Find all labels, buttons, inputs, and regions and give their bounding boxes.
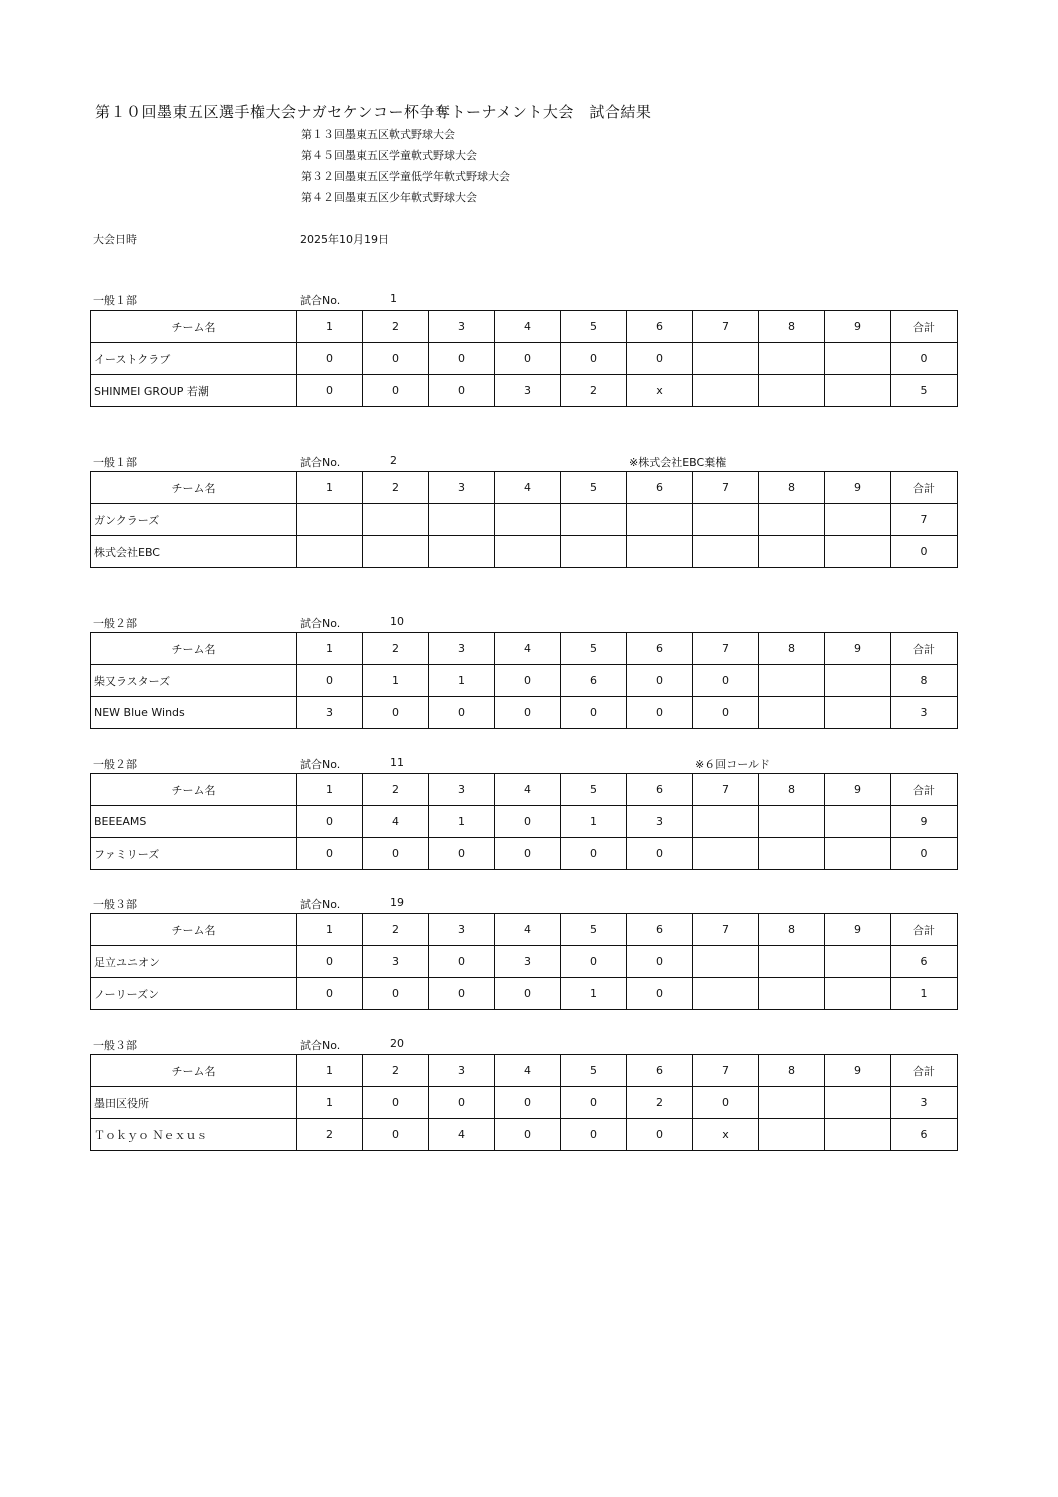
team-name: 柴又ラスターズ bbox=[91, 665, 297, 697]
header-inning-2: 2 bbox=[363, 472, 429, 504]
inning-score-3: 0 bbox=[429, 375, 495, 407]
header-row bbox=[91, 774, 958, 806]
total-score: 5 bbox=[891, 375, 958, 407]
header-inning-7: 7 bbox=[693, 914, 759, 946]
header-inning-1: 1 bbox=[297, 774, 363, 806]
game-no-label: 試合No. bbox=[300, 1039, 341, 1052]
inning-score-5: 1 bbox=[561, 806, 627, 838]
inning-score-8 bbox=[759, 1119, 825, 1151]
total-score: 9 bbox=[891, 806, 958, 838]
inning-score-9 bbox=[825, 946, 891, 978]
header-inning-9: 9 bbox=[825, 311, 891, 343]
inning-score-5: 0 bbox=[561, 1087, 627, 1119]
game-no-value: 19 bbox=[390, 896, 404, 909]
header-total: 合計 bbox=[891, 1055, 958, 1087]
score-table bbox=[90, 773, 958, 870]
inning-score-9 bbox=[825, 1119, 891, 1151]
inning-score-8 bbox=[759, 375, 825, 407]
total-score: 3 bbox=[891, 697, 958, 729]
inning-score-9 bbox=[825, 665, 891, 697]
inning-score-4: 0 bbox=[495, 806, 561, 838]
header-inning-6: 6 bbox=[627, 1055, 693, 1087]
total-score: 0 bbox=[891, 343, 958, 375]
game-no-label: 試合No. bbox=[300, 758, 341, 771]
total-score: 8 bbox=[891, 665, 958, 697]
inning-score-6: 0 bbox=[627, 946, 693, 978]
inning-score-1: 0 bbox=[297, 806, 363, 838]
inning-score-4: 0 bbox=[495, 838, 561, 870]
inning-score-7 bbox=[693, 536, 759, 568]
total-score: 6 bbox=[891, 946, 958, 978]
inning-score-6: 0 bbox=[627, 1119, 693, 1151]
inning-score-9 bbox=[825, 375, 891, 407]
division-label: 一般３部 bbox=[93, 898, 137, 911]
inning-score-6: 0 bbox=[627, 343, 693, 375]
inning-score-3: 0 bbox=[429, 978, 495, 1010]
inning-score-3: 0 bbox=[429, 946, 495, 978]
header-row bbox=[91, 1055, 958, 1087]
header-inning-3: 3 bbox=[429, 1055, 495, 1087]
inning-score-2: 0 bbox=[363, 375, 429, 407]
inning-score-3 bbox=[429, 504, 495, 536]
header-inning-8: 8 bbox=[759, 914, 825, 946]
division-label: 一般２部 bbox=[93, 617, 137, 630]
date-label: 大会日時 bbox=[93, 233, 137, 246]
score-table bbox=[90, 1054, 958, 1151]
header-total: 合計 bbox=[891, 914, 958, 946]
division-label: 一般３部 bbox=[93, 1039, 137, 1052]
header-inning-6: 6 bbox=[627, 774, 693, 806]
team-name: 株式会社EBC bbox=[91, 536, 297, 568]
inning-score-3: 1 bbox=[429, 665, 495, 697]
total-score: 6 bbox=[891, 1119, 958, 1151]
subtitle-2: 第４５回墨東五区学童軟式野球大会 bbox=[301, 149, 477, 162]
inning-score-9 bbox=[825, 978, 891, 1010]
header-inning-4: 4 bbox=[495, 472, 561, 504]
inning-score-7 bbox=[693, 978, 759, 1010]
header-inning-3: 3 bbox=[429, 472, 495, 504]
inning-score-3: 4 bbox=[429, 1119, 495, 1151]
score-table bbox=[90, 471, 958, 568]
inning-score-5: 6 bbox=[561, 665, 627, 697]
header-team: チーム名 bbox=[91, 311, 297, 343]
game-no-label: 試合No. bbox=[300, 456, 341, 469]
table-row bbox=[91, 375, 958, 407]
inning-score-7 bbox=[693, 504, 759, 536]
header-inning-6: 6 bbox=[627, 914, 693, 946]
inning-score-8 bbox=[759, 665, 825, 697]
header-inning-1: 1 bbox=[297, 914, 363, 946]
inning-score-9 bbox=[825, 1087, 891, 1119]
header-inning-8: 8 bbox=[759, 1055, 825, 1087]
game-no-value: 20 bbox=[390, 1037, 404, 1050]
team-name: ファミリーズ bbox=[91, 838, 297, 870]
division-label: 一般１部 bbox=[93, 456, 137, 469]
inning-score-7: 0 bbox=[693, 665, 759, 697]
header-inning-4: 4 bbox=[495, 311, 561, 343]
table-row bbox=[91, 504, 958, 536]
header-inning-8: 8 bbox=[759, 472, 825, 504]
header-row bbox=[91, 633, 958, 665]
inning-score-1: 0 bbox=[297, 978, 363, 1010]
table-row bbox=[91, 806, 958, 838]
header-inning-1: 1 bbox=[297, 1055, 363, 1087]
inning-score-7 bbox=[693, 838, 759, 870]
inning-score-1: 0 bbox=[297, 946, 363, 978]
inning-score-5: 0 bbox=[561, 838, 627, 870]
header-total: 合計 bbox=[891, 311, 958, 343]
inning-score-1: 0 bbox=[297, 343, 363, 375]
header-inning-2: 2 bbox=[363, 633, 429, 665]
inning-score-7 bbox=[693, 375, 759, 407]
game-no-value: 11 bbox=[390, 756, 404, 769]
table-row bbox=[91, 536, 958, 568]
header-team: チーム名 bbox=[91, 633, 297, 665]
team-name: イーストクラブ bbox=[91, 343, 297, 375]
inning-score-1: 0 bbox=[297, 375, 363, 407]
header-team: チーム名 bbox=[91, 914, 297, 946]
header-inning-3: 3 bbox=[429, 914, 495, 946]
inning-score-9 bbox=[825, 536, 891, 568]
header-inning-5: 5 bbox=[561, 1055, 627, 1087]
inning-score-3: 0 bbox=[429, 697, 495, 729]
header-inning-7: 7 bbox=[693, 311, 759, 343]
header-inning-8: 8 bbox=[759, 311, 825, 343]
inning-score-4: 0 bbox=[495, 978, 561, 1010]
inning-score-4 bbox=[495, 504, 561, 536]
inning-score-9 bbox=[825, 343, 891, 375]
division-label: 一般１部 bbox=[93, 294, 137, 307]
header-team: チーム名 bbox=[91, 1055, 297, 1087]
inning-score-7 bbox=[693, 806, 759, 838]
table-row bbox=[91, 946, 958, 978]
inning-score-9 bbox=[825, 838, 891, 870]
team-name: 墨田区役所 bbox=[91, 1087, 297, 1119]
inning-score-4: 3 bbox=[495, 375, 561, 407]
table-row bbox=[91, 343, 958, 375]
score-table bbox=[90, 310, 958, 407]
subtitle-4: 第４２回墨東五区少年軟式野球大会 bbox=[301, 191, 477, 204]
inning-score-1: 2 bbox=[297, 1119, 363, 1151]
team-name: ノーリーズン bbox=[91, 978, 297, 1010]
inning-score-8 bbox=[759, 343, 825, 375]
inning-score-4: 0 bbox=[495, 665, 561, 697]
team-name: Ｔｏｋｙｏ Ｎｅｘｕｓ bbox=[91, 1119, 297, 1151]
inning-score-1: 1 bbox=[297, 1087, 363, 1119]
total-score: 7 bbox=[891, 504, 958, 536]
inning-score-6: 0 bbox=[627, 978, 693, 1010]
inning-score-2: 0 bbox=[363, 1087, 429, 1119]
inning-score-8 bbox=[759, 1087, 825, 1119]
inning-score-9 bbox=[825, 697, 891, 729]
header-total: 合計 bbox=[891, 633, 958, 665]
table-row bbox=[91, 1119, 958, 1151]
header-inning-4: 4 bbox=[495, 633, 561, 665]
inning-score-9 bbox=[825, 504, 891, 536]
inning-score-4 bbox=[495, 536, 561, 568]
header-inning-7: 7 bbox=[693, 1055, 759, 1087]
header-inning-2: 2 bbox=[363, 311, 429, 343]
inning-score-2: 4 bbox=[363, 806, 429, 838]
inning-score-2: 0 bbox=[363, 343, 429, 375]
header-inning-2: 2 bbox=[363, 914, 429, 946]
header-inning-9: 9 bbox=[825, 774, 891, 806]
header-inning-7: 7 bbox=[693, 774, 759, 806]
header-inning-8: 8 bbox=[759, 774, 825, 806]
inning-score-5: 0 bbox=[561, 697, 627, 729]
team-name: NEW Blue Winds bbox=[91, 697, 297, 729]
header-total: 合計 bbox=[891, 472, 958, 504]
subtitle-1: 第１３回墨東五区軟式野球大会 bbox=[301, 128, 455, 141]
inning-score-6: 0 bbox=[627, 838, 693, 870]
inning-score-4: 3 bbox=[495, 946, 561, 978]
game-no-value: 2 bbox=[390, 454, 397, 467]
inning-score-7 bbox=[693, 946, 759, 978]
header-inning-1: 1 bbox=[297, 472, 363, 504]
division-label: 一般２部 bbox=[93, 758, 137, 771]
inning-score-6: 0 bbox=[627, 665, 693, 697]
inning-score-8 bbox=[759, 838, 825, 870]
header-inning-5: 5 bbox=[561, 633, 627, 665]
team-name: BEEEAMS bbox=[91, 806, 297, 838]
game-no-value: 1 bbox=[390, 292, 397, 305]
inning-score-1: 0 bbox=[297, 838, 363, 870]
inning-score-4: 0 bbox=[495, 697, 561, 729]
inning-score-2: 0 bbox=[363, 1119, 429, 1151]
header-total: 合計 bbox=[891, 774, 958, 806]
header-inning-6: 6 bbox=[627, 472, 693, 504]
inning-score-6 bbox=[627, 504, 693, 536]
inning-score-4: 0 bbox=[495, 1087, 561, 1119]
header-inning-6: 6 bbox=[627, 633, 693, 665]
header-inning-5: 5 bbox=[561, 472, 627, 504]
header-inning-7: 7 bbox=[693, 633, 759, 665]
header-inning-8: 8 bbox=[759, 633, 825, 665]
header-team: チーム名 bbox=[91, 472, 297, 504]
header-inning-1: 1 bbox=[297, 311, 363, 343]
header-inning-4: 4 bbox=[495, 1055, 561, 1087]
header-inning-1: 1 bbox=[297, 633, 363, 665]
game-no-value: 10 bbox=[390, 615, 404, 628]
inning-score-8 bbox=[759, 504, 825, 536]
inning-score-5: 0 bbox=[561, 1119, 627, 1151]
inning-score-4: 0 bbox=[495, 1119, 561, 1151]
header-inning-7: 7 bbox=[693, 472, 759, 504]
inning-score-5: 0 bbox=[561, 343, 627, 375]
inning-score-2 bbox=[363, 504, 429, 536]
inning-score-1 bbox=[297, 536, 363, 568]
table-row bbox=[91, 1087, 958, 1119]
game-note: ※６回コールド bbox=[695, 758, 770, 771]
inning-score-8 bbox=[759, 978, 825, 1010]
header-inning-3: 3 bbox=[429, 633, 495, 665]
inning-score-2: 0 bbox=[363, 838, 429, 870]
score-table bbox=[90, 632, 958, 729]
inning-score-4: 0 bbox=[495, 343, 561, 375]
header-inning-5: 5 bbox=[561, 774, 627, 806]
header-inning-9: 9 bbox=[825, 633, 891, 665]
header-inning-2: 2 bbox=[363, 1055, 429, 1087]
inning-score-5 bbox=[561, 504, 627, 536]
header-inning-4: 4 bbox=[495, 914, 561, 946]
inning-score-7: x bbox=[693, 1119, 759, 1151]
inning-score-5: 1 bbox=[561, 978, 627, 1010]
game-no-label: 試合No. bbox=[300, 617, 341, 630]
game-no-label: 試合No. bbox=[300, 898, 341, 911]
header-inning-3: 3 bbox=[429, 774, 495, 806]
header-inning-5: 5 bbox=[561, 311, 627, 343]
header-inning-5: 5 bbox=[561, 914, 627, 946]
header-row bbox=[91, 311, 958, 343]
total-score: 0 bbox=[891, 536, 958, 568]
inning-score-5 bbox=[561, 536, 627, 568]
header-inning-3: 3 bbox=[429, 311, 495, 343]
inning-score-7: 0 bbox=[693, 1087, 759, 1119]
table-row bbox=[91, 697, 958, 729]
inning-score-1: 0 bbox=[297, 665, 363, 697]
score-table bbox=[90, 913, 958, 1010]
date-value: 2025年10月19日 bbox=[300, 233, 389, 246]
inning-score-8 bbox=[759, 946, 825, 978]
total-score: 3 bbox=[891, 1087, 958, 1119]
subtitle-3: 第３２回墨東五区学童低学年軟式野球大会 bbox=[301, 170, 510, 183]
team-name: ガンクラーズ bbox=[91, 504, 297, 536]
inning-score-7 bbox=[693, 343, 759, 375]
game-no-label: 試合No. bbox=[300, 294, 341, 307]
inning-score-5: 2 bbox=[561, 375, 627, 407]
header-inning-9: 9 bbox=[825, 914, 891, 946]
inning-score-8 bbox=[759, 697, 825, 729]
header-team: チーム名 bbox=[91, 774, 297, 806]
header-inning-9: 9 bbox=[825, 1055, 891, 1087]
inning-score-2: 0 bbox=[363, 697, 429, 729]
inning-score-2: 0 bbox=[363, 978, 429, 1010]
inning-score-6: 0 bbox=[627, 697, 693, 729]
header-row bbox=[91, 472, 958, 504]
total-score: 1 bbox=[891, 978, 958, 1010]
inning-score-3: 1 bbox=[429, 806, 495, 838]
inning-score-3: 0 bbox=[429, 343, 495, 375]
team-name: 足立ユニオン bbox=[91, 946, 297, 978]
inning-score-3: 0 bbox=[429, 838, 495, 870]
inning-score-2: 1 bbox=[363, 665, 429, 697]
header-inning-9: 9 bbox=[825, 472, 891, 504]
game-note: ※株式会社EBC棄権 bbox=[629, 456, 727, 469]
inning-score-6: 2 bbox=[627, 1087, 693, 1119]
inning-score-9 bbox=[825, 806, 891, 838]
inning-score-1 bbox=[297, 504, 363, 536]
table-row bbox=[91, 838, 958, 870]
inning-score-8 bbox=[759, 806, 825, 838]
inning-score-6: 3 bbox=[627, 806, 693, 838]
inning-score-6: x bbox=[627, 375, 693, 407]
inning-score-6 bbox=[627, 536, 693, 568]
header-inning-2: 2 bbox=[363, 774, 429, 806]
table-row bbox=[91, 665, 958, 697]
total-score: 0 bbox=[891, 838, 958, 870]
inning-score-1: 3 bbox=[297, 697, 363, 729]
inning-score-5: 0 bbox=[561, 946, 627, 978]
inning-score-3 bbox=[429, 536, 495, 568]
header-inning-6: 6 bbox=[627, 311, 693, 343]
inning-score-8 bbox=[759, 536, 825, 568]
inning-score-2: 3 bbox=[363, 946, 429, 978]
inning-score-2 bbox=[363, 536, 429, 568]
inning-score-3: 0 bbox=[429, 1087, 495, 1119]
header-row bbox=[91, 914, 958, 946]
inning-score-7: 0 bbox=[693, 697, 759, 729]
header-inning-4: 4 bbox=[495, 774, 561, 806]
team-name: SHINMEI GROUP 若潮 bbox=[91, 375, 297, 407]
table-row bbox=[91, 978, 958, 1010]
page-title: 第１０回墨東五区選手権大会ナガセケンコー杯争奪トーナメント大会 試合結果 bbox=[95, 103, 652, 121]
